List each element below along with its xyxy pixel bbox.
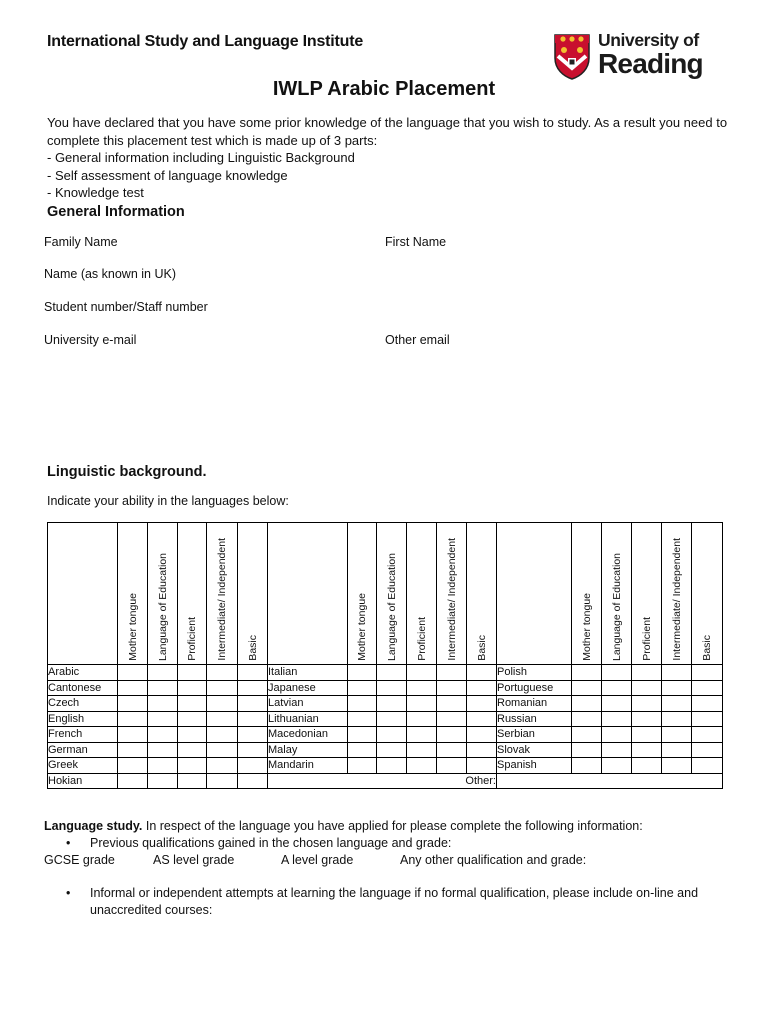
ability-checkbox[interactable] bbox=[118, 758, 148, 774]
ability-checkbox[interactable] bbox=[377, 711, 407, 727]
column-header: Basic bbox=[692, 523, 723, 665]
ability-checkbox[interactable] bbox=[377, 758, 407, 774]
table-row bbox=[48, 742, 723, 758]
ability-checkbox[interactable] bbox=[207, 680, 238, 696]
ability-checkbox[interactable] bbox=[118, 742, 148, 758]
ability-checkbox[interactable] bbox=[207, 758, 238, 774]
grades-row bbox=[44, 852, 734, 869]
ability-checkbox[interactable] bbox=[407, 680, 437, 696]
ability-checkbox[interactable] bbox=[467, 727, 497, 743]
ability-checkbox[interactable] bbox=[238, 696, 268, 712]
column-header: Language of Education bbox=[148, 523, 178, 665]
language-name: Malay bbox=[268, 742, 348, 758]
ability-checkbox[interactable] bbox=[348, 696, 377, 712]
ability-checkbox[interactable] bbox=[207, 742, 238, 758]
intro-item: - Self assessment of language knowledge bbox=[47, 167, 288, 183]
informal-learning-bullet: • Informal or independent attempts at learning the language if no formal qualification, please include on-line and unaccredited courses: bbox=[66, 886, 699, 917]
other-email-label: Other email bbox=[385, 333, 450, 347]
language-name: Hokian bbox=[48, 773, 118, 789]
known-name-label: Name (as known in UK) bbox=[44, 267, 176, 281]
language-name: Macedonian bbox=[268, 727, 348, 743]
ability-checkbox[interactable] bbox=[632, 665, 662, 681]
ability-checkbox[interactable] bbox=[148, 680, 178, 696]
column-header: Basic bbox=[467, 523, 497, 665]
ability-checkbox[interactable] bbox=[377, 696, 407, 712]
language-name: Romanian bbox=[497, 696, 572, 712]
ability-checkbox[interactable] bbox=[602, 711, 632, 727]
column-header: Intermediate/ Independent bbox=[437, 523, 467, 665]
ability-checkbox[interactable] bbox=[407, 711, 437, 727]
ability-checkbox[interactable] bbox=[238, 727, 268, 743]
ability-checkbox[interactable] bbox=[467, 758, 497, 774]
language-name: Spanish bbox=[497, 758, 572, 774]
ability-checkbox[interactable] bbox=[238, 742, 268, 758]
ability-checkbox[interactable] bbox=[178, 711, 207, 727]
ability-checkbox[interactable] bbox=[148, 665, 178, 681]
institute-name: International Study and Language Institute bbox=[47, 33, 364, 50]
ability-checkbox[interactable] bbox=[602, 696, 632, 712]
ability-checkbox[interactable] bbox=[467, 665, 497, 681]
language-name: German bbox=[48, 742, 118, 758]
ability-checkbox[interactable] bbox=[437, 696, 467, 712]
language-name: Russian bbox=[497, 711, 572, 727]
qualifications-bullet: • Previous qualifications gained in the chosen language and grade: bbox=[66, 836, 452, 850]
ability-checkbox[interactable] bbox=[207, 727, 238, 743]
column-header: Mother tongue bbox=[348, 523, 377, 665]
intro-text bbox=[47, 114, 737, 202]
column-header: Intermediate/ Independent bbox=[207, 523, 238, 665]
ability-checkbox[interactable] bbox=[632, 727, 662, 743]
crest-icon bbox=[554, 34, 590, 80]
table-row bbox=[48, 758, 723, 774]
logo-university-text: University of bbox=[598, 30, 699, 50]
ability-checkbox[interactable] bbox=[377, 742, 407, 758]
ability-checkbox[interactable] bbox=[602, 680, 632, 696]
general-information-heading: General Information bbox=[47, 204, 185, 220]
ability-checkbox[interactable] bbox=[692, 758, 723, 774]
ability-checkbox[interactable] bbox=[238, 758, 268, 774]
ability-checkbox[interactable] bbox=[178, 742, 207, 758]
column-header: Intermediate/ Independent bbox=[662, 523, 692, 665]
bullet-icon: • bbox=[66, 886, 71, 900]
ability-checkbox[interactable] bbox=[602, 758, 632, 774]
ability-checkbox[interactable] bbox=[377, 680, 407, 696]
ability-checkbox[interactable] bbox=[467, 696, 497, 712]
language-study-label: Language study. bbox=[44, 819, 143, 833]
ability-checkbox[interactable] bbox=[692, 696, 723, 712]
ability-checkbox[interactable] bbox=[148, 711, 178, 727]
language-name: Serbian bbox=[497, 727, 572, 743]
language-name: Polish bbox=[497, 665, 572, 681]
as-level-grade-label: AS level grade bbox=[153, 853, 235, 867]
language-name: Lithuanian bbox=[268, 711, 348, 727]
student-number-label: Student number/Staff number bbox=[44, 300, 208, 314]
ability-checkbox[interactable] bbox=[118, 696, 148, 712]
ability-checkbox[interactable] bbox=[178, 773, 207, 789]
first-name-label: First Name bbox=[385, 235, 447, 249]
ability-checkbox[interactable] bbox=[407, 696, 437, 712]
ability-checkbox[interactable] bbox=[178, 696, 207, 712]
language-name: Arabic bbox=[48, 665, 118, 681]
ability-checkbox[interactable] bbox=[377, 727, 407, 743]
language-column-header bbox=[48, 523, 118, 665]
intro-paragraph: You have declared that you have some prior knowledge of the language that you wish to study. As a result you need to complete this placement test which is made up of 3 parts: bbox=[47, 115, 728, 148]
ability-checkbox[interactable] bbox=[467, 742, 497, 758]
ability-checkbox[interactable] bbox=[437, 665, 467, 681]
bullet-icon: • bbox=[66, 836, 71, 850]
ability-checkbox[interactable] bbox=[407, 665, 437, 681]
ability-checkbox[interactable] bbox=[178, 680, 207, 696]
ability-checkbox[interactable] bbox=[572, 680, 602, 696]
language-name: Latvian bbox=[268, 696, 348, 712]
ability-checkbox[interactable] bbox=[207, 711, 238, 727]
ability-checkbox[interactable] bbox=[467, 680, 497, 696]
table-row bbox=[48, 665, 723, 681]
column-header: Proficient bbox=[632, 523, 662, 665]
ability-checkbox[interactable] bbox=[238, 711, 268, 727]
ability-checkbox[interactable] bbox=[662, 727, 692, 743]
ability-checkbox[interactable] bbox=[662, 696, 692, 712]
intro-item: - Knowledge test bbox=[47, 185, 144, 200]
page-title: IWLP Arabic Placement bbox=[272, 78, 496, 100]
ability-checkbox[interactable] bbox=[118, 680, 148, 696]
ability-checkbox[interactable] bbox=[602, 727, 632, 743]
ability-checkbox[interactable] bbox=[148, 758, 178, 774]
ability-checkbox[interactable] bbox=[662, 665, 692, 681]
ability-checkbox[interactable] bbox=[437, 758, 467, 774]
language-study-instruction: In respect of the language you have applied for please complete the following information: bbox=[142, 819, 643, 833]
language-name: Mandarin bbox=[268, 758, 348, 774]
logo-reading-text: Reading bbox=[598, 47, 703, 79]
ability-checkbox[interactable] bbox=[178, 727, 207, 743]
table-row bbox=[48, 711, 723, 727]
family-name-label: Family Name bbox=[44, 235, 118, 249]
ability-checkbox[interactable] bbox=[437, 727, 467, 743]
ability-checkbox[interactable] bbox=[148, 727, 178, 743]
column-header: Proficient bbox=[407, 523, 437, 665]
a-level-grade-label: A level grade bbox=[281, 853, 354, 867]
ability-checkbox[interactable] bbox=[377, 665, 407, 681]
linguistic-instruction: Indicate your ability in the languages below: bbox=[47, 494, 289, 508]
language-name: Greek bbox=[48, 758, 118, 774]
ability-checkbox[interactable] bbox=[632, 680, 662, 696]
ability-checkbox[interactable] bbox=[437, 680, 467, 696]
column-header: Language of Education bbox=[377, 523, 407, 665]
ability-checkbox[interactable] bbox=[207, 696, 238, 712]
ability-checkbox[interactable] bbox=[407, 758, 437, 774]
column-header: Mother tongue bbox=[572, 523, 602, 665]
ability-checkbox[interactable] bbox=[118, 727, 148, 743]
ability-checkbox[interactable] bbox=[148, 742, 178, 758]
ability-checkbox[interactable] bbox=[178, 665, 207, 681]
ability-checkbox[interactable] bbox=[118, 773, 148, 789]
ability-checkbox[interactable] bbox=[348, 727, 377, 743]
ability-checkbox[interactable] bbox=[118, 665, 148, 681]
ability-checkbox[interactable] bbox=[602, 742, 632, 758]
language-column-header bbox=[268, 523, 348, 665]
language-study-section bbox=[44, 818, 734, 919]
language-name: Slovak bbox=[497, 742, 572, 758]
ability-checkbox[interactable] bbox=[348, 742, 377, 758]
ability-checkbox[interactable] bbox=[662, 742, 692, 758]
ability-checkbox[interactable] bbox=[148, 773, 178, 789]
language-column-header bbox=[497, 523, 572, 665]
language-name: Czech bbox=[48, 696, 118, 712]
ability-checkbox[interactable] bbox=[572, 758, 602, 774]
table-row bbox=[48, 680, 723, 696]
ability-checkbox[interactable] bbox=[207, 773, 238, 789]
ability-checkbox[interactable] bbox=[572, 742, 602, 758]
ability-checkbox[interactable] bbox=[407, 727, 437, 743]
ability-checkbox[interactable] bbox=[692, 742, 723, 758]
ability-checkbox[interactable] bbox=[602, 665, 632, 681]
ability-checkbox[interactable] bbox=[467, 711, 497, 727]
ability-checkbox[interactable] bbox=[348, 680, 377, 696]
ability-checkbox[interactable] bbox=[632, 758, 662, 774]
ability-checkbox[interactable] bbox=[632, 742, 662, 758]
column-header: Basic bbox=[238, 523, 268, 665]
ability-checkbox[interactable] bbox=[692, 665, 723, 681]
language-name: Italian bbox=[268, 665, 348, 681]
ability-checkbox[interactable] bbox=[437, 742, 467, 758]
ability-checkbox[interactable] bbox=[178, 758, 207, 774]
table-row bbox=[48, 773, 723, 789]
other-language-field[interactable] bbox=[497, 773, 723, 789]
intro-item: - General information including Linguistic Background bbox=[47, 150, 355, 165]
ability-checkbox[interactable] bbox=[238, 773, 268, 789]
column-header: Proficient bbox=[178, 523, 207, 665]
ability-checkbox[interactable] bbox=[572, 665, 602, 681]
ability-checkbox[interactable] bbox=[572, 727, 602, 743]
ability-checkbox[interactable] bbox=[632, 711, 662, 727]
ability-checkbox[interactable] bbox=[348, 758, 377, 774]
university-logo bbox=[554, 30, 724, 84]
ability-checkbox[interactable] bbox=[348, 665, 377, 681]
language-name: Japanese bbox=[268, 680, 348, 696]
ability-checkbox[interactable] bbox=[662, 758, 692, 774]
table-header-row bbox=[48, 523, 723, 665]
ability-checkbox[interactable] bbox=[238, 680, 268, 696]
other-language-label: Other: bbox=[268, 773, 497, 789]
language-name: Portuguese bbox=[497, 680, 572, 696]
language-name: Cantonese bbox=[48, 680, 118, 696]
ability-checkbox[interactable] bbox=[437, 711, 467, 727]
ability-checkbox[interactable] bbox=[662, 680, 692, 696]
language-ability-table bbox=[47, 522, 723, 789]
ability-checkbox[interactable] bbox=[692, 727, 723, 743]
university-email-label: University e-mail bbox=[44, 333, 137, 347]
ability-checkbox[interactable] bbox=[632, 696, 662, 712]
ability-checkbox[interactable] bbox=[572, 696, 602, 712]
table-row bbox=[48, 727, 723, 743]
linguistic-background-heading: Linguistic background. bbox=[47, 464, 207, 480]
ability-checkbox[interactable] bbox=[692, 680, 723, 696]
language-name: French bbox=[48, 727, 118, 743]
ability-checkbox[interactable] bbox=[692, 711, 723, 727]
ability-checkbox[interactable] bbox=[118, 711, 148, 727]
ability-checkbox[interactable] bbox=[207, 665, 238, 681]
ability-checkbox[interactable] bbox=[348, 711, 377, 727]
gcse-grade-label: GCSE grade bbox=[44, 853, 115, 867]
ability-checkbox[interactable] bbox=[662, 711, 692, 727]
column-header: Mother tongue bbox=[118, 523, 148, 665]
ability-checkbox[interactable] bbox=[238, 665, 268, 681]
table-row bbox=[48, 696, 723, 712]
language-name: English bbox=[48, 711, 118, 727]
ability-checkbox[interactable] bbox=[572, 711, 602, 727]
ability-checkbox[interactable] bbox=[407, 742, 437, 758]
ability-checkbox[interactable] bbox=[148, 696, 178, 712]
column-header: Language of Education bbox=[602, 523, 632, 665]
other-qualification-label: Any other qualification and grade: bbox=[400, 853, 587, 867]
